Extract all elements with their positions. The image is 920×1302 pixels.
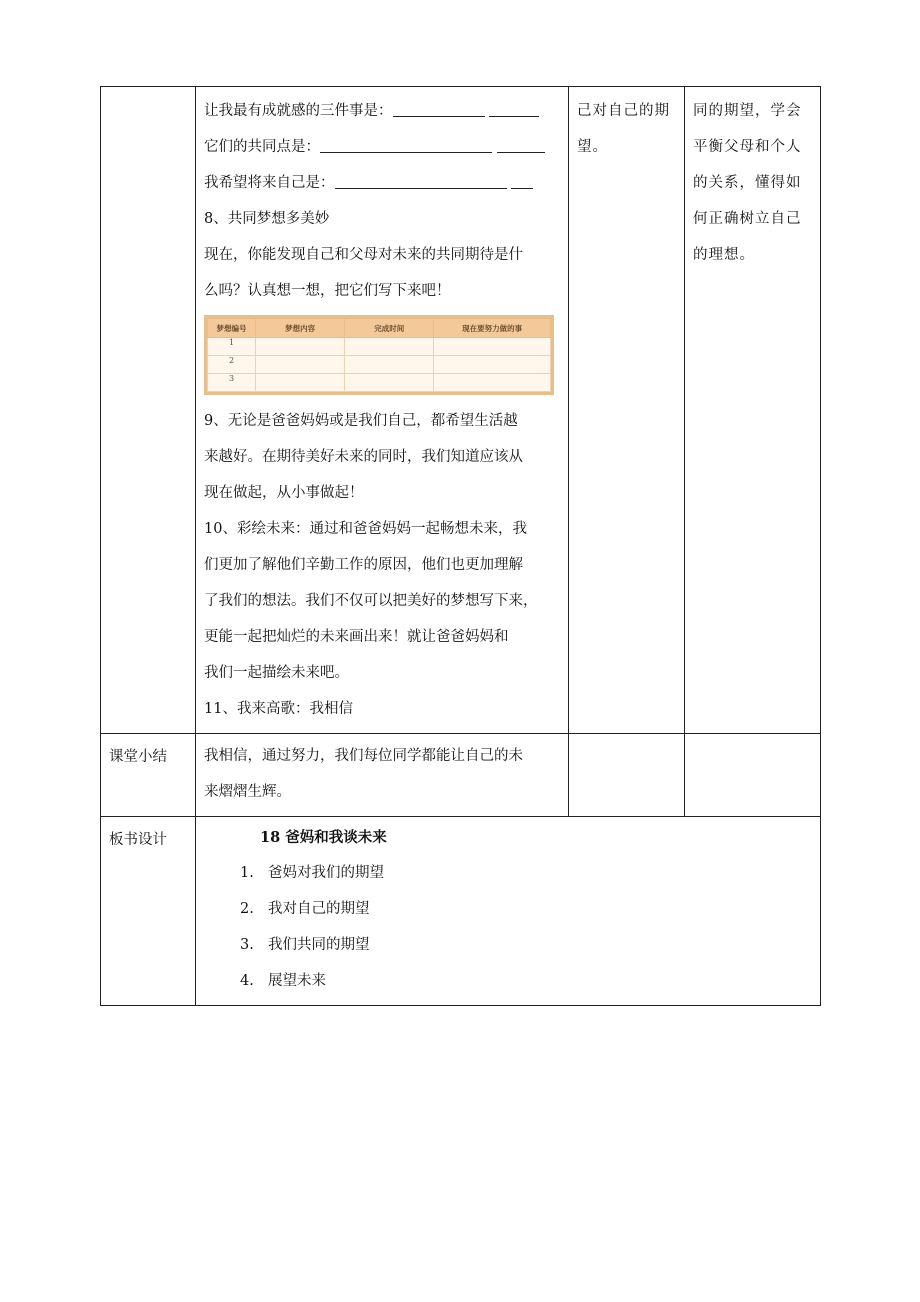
figure-header: 梦想内容 [256, 319, 345, 338]
paragraph-line: 更能一起把灿烂的未来画出来！就让爸爸妈妈和 [204, 629, 509, 645]
paragraph-line: 现在，你能发现自己和父母对未来的共同期待是什 [204, 247, 523, 263]
summary-line: 来熠熠生辉。 [204, 784, 291, 800]
paragraph-line: 么吗？认真想一想，把它们写下来吧！ [204, 283, 451, 299]
expectation-line: 望。 [577, 139, 608, 155]
figure-row: 1 [208, 338, 551, 356]
line-common-points: 它们的共同点是： [204, 129, 560, 165]
expectation-line: 己对自己的期 [577, 103, 670, 119]
figure-header: 现在要努力做的事 [434, 319, 551, 338]
figure-row: 2 [208, 356, 551, 374]
expectation-cell [569, 87, 685, 734]
summary-row [101, 734, 821, 817]
goal-line: 同的期望，学会 [693, 103, 802, 119]
section-11-heading: 11、我来高歌：我相信 [204, 701, 353, 717]
board-outline [204, 855, 812, 999]
paragraph-line: 来越好。在期待美好未来的同时，我们知道应该从 [204, 449, 523, 465]
paragraph-line: 9、无论是爸爸妈妈或是我们自己，都希望生活越 [204, 413, 518, 429]
goal-line: 的关系，懂得如 [693, 175, 802, 191]
activity-row [101, 87, 821, 734]
paragraph-line: 们更加了解他们辛勤工作的原因，他们也更加理解 [204, 557, 523, 573]
summary-label: 课堂小结 [101, 734, 196, 817]
figure-row: 3 [208, 374, 551, 392]
board-content [196, 817, 821, 1006]
line-achievements: 让我最有成就感的三件事是： [204, 93, 560, 129]
lesson-plan-table [100, 86, 821, 1006]
answer-blank[interactable] [335, 172, 507, 189]
answer-blank[interactable] [489, 100, 539, 117]
board-title: 18 爸妈和我谈未来 [260, 829, 387, 846]
list-item: 1. 爸妈对我们的期望 [240, 865, 384, 881]
figure-header: 梦想编号 [208, 319, 256, 338]
answer-blank[interactable] [320, 136, 492, 153]
goal-line: 的理想。 [693, 247, 755, 263]
list-item: 4. 展望未来 [240, 973, 326, 989]
dream-worksheet-figure [204, 315, 554, 395]
goal-line: 平衡父母和个人 [693, 139, 802, 155]
section-8-heading: 8、共同梦想多美妙 [204, 211, 330, 227]
goal-cell [685, 87, 821, 734]
goal-line: 何正确树立自己 [693, 211, 802, 227]
paragraph-line: 现在做起，从小事做起！ [204, 485, 364, 501]
activity-content-cell [196, 87, 569, 734]
board-label: 板书设计 [101, 817, 196, 1006]
summary-content [196, 734, 569, 817]
answer-blank[interactable] [511, 172, 533, 189]
paragraph-line: 我们一起描绘未来吧。 [204, 665, 349, 681]
paragraph-line: 10、彩绘未来：通过和爸爸妈妈一起畅想未来，我 [204, 521, 527, 537]
list-item: 3. 我们共同的期望 [240, 937, 370, 953]
answer-blank[interactable] [497, 136, 545, 153]
line-future-self: 我希望将来自己是： [204, 165, 560, 201]
paragraph-line: 了我们的想法。我们不仅可以把美好的梦想写下来， [204, 593, 538, 609]
answer-blank[interactable] [393, 100, 485, 117]
board-row [101, 817, 821, 1006]
figure-header: 完成时间 [345, 319, 434, 338]
label-cell-empty [101, 87, 196, 734]
list-item: 2. 我对自己的期望 [240, 901, 370, 917]
summary-line: 我相信，通过努力，我们每位同学都能让自己的未 [204, 748, 523, 764]
